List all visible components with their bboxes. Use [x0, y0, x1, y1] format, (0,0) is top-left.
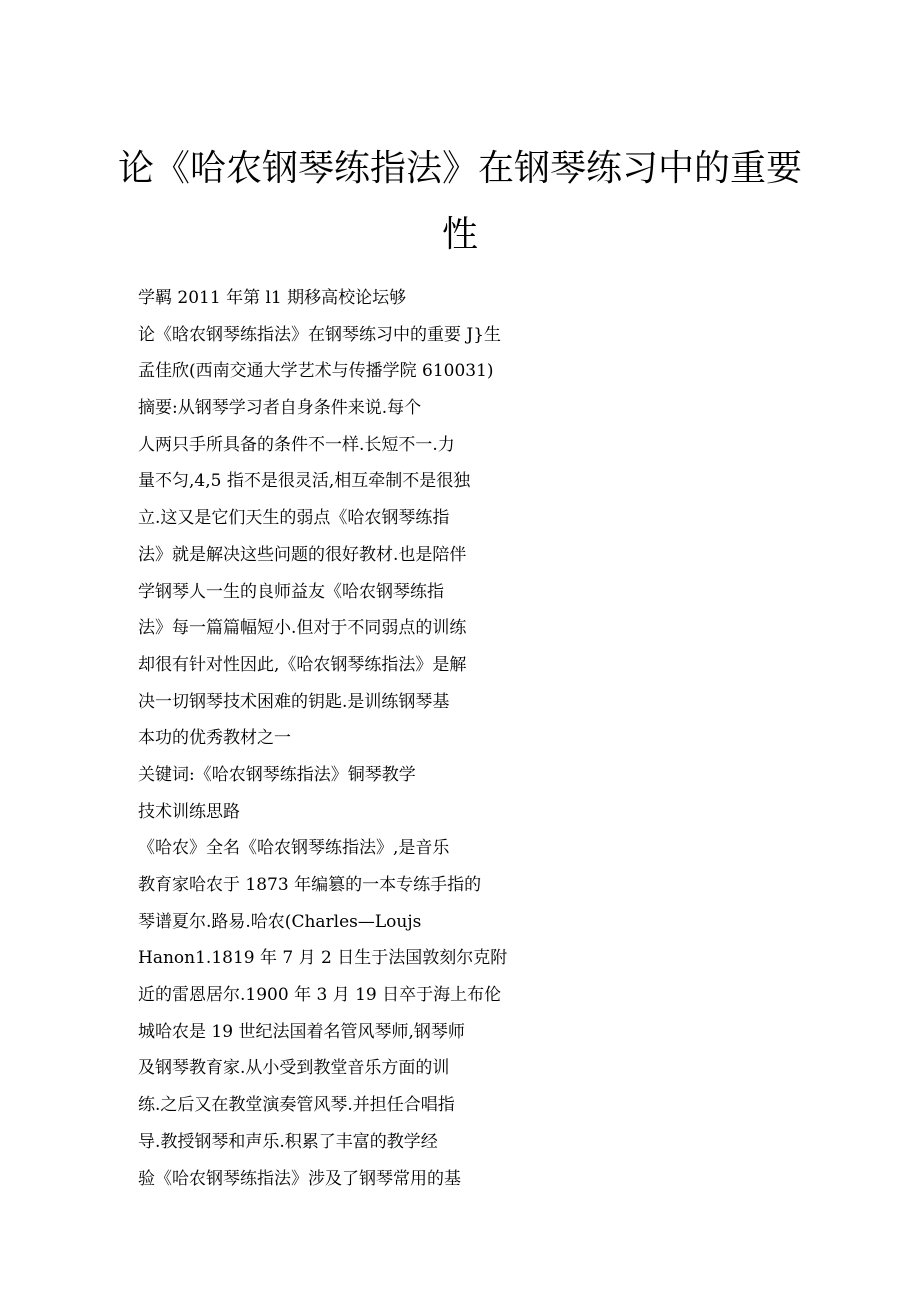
text-line: 琴谱夏尔.路易.哈农(Charles—Loujs [138, 911, 422, 932]
text-line: 量不匀,4,5 指不是很灵活,相互牵制不是很独 [138, 471, 471, 492]
body-text [138, 280, 838, 1197]
text-line: 导.教授钢琴和声乐.积累了丰富的教学经 [138, 1131, 438, 1152]
text-line: 论《晗农钢琴练指法》在钢琴练习中的重要 J}生 [138, 324, 502, 345]
title-line-1: 论《哈农钢琴练指法》在钢琴练习中的重要 [117, 148, 802, 189]
text-line: 关键词:《哈农钢琴练指法》铜琴教学 [138, 764, 416, 785]
text-line: 技术训练思路 [138, 801, 240, 822]
text-line: 学羁 2011 年第 l1 期移高校论坛够 [138, 288, 407, 308]
text-line: 城哈农是 19 世纪法国着名管风琴师,钢琴师 [138, 1021, 465, 1042]
text-line: 本功的优秀教材之一 [138, 728, 291, 749]
text-line: 验《哈农钢琴练指法》涉及了钢琴常用的基 [138, 1168, 461, 1189]
text-line: 却很有针对性因此,《哈农钢琴练指法》是解 [138, 654, 467, 675]
text-line: 及钢琴教育家.从小受到教堂音乐方面的训 [138, 1058, 450, 1079]
text-line: 人两只手所具备的条件不一样.长短不一.力 [138, 434, 455, 455]
text-line: 《哈农》全名《哈农钢琴练指法》,是音乐 [138, 838, 450, 859]
text-line: 孟佳欣(西南交通大学艺术与传播学院 610031) [138, 361, 494, 382]
text-line: 法》就是解决这些问题的很好教材.也是陪伴 [138, 544, 467, 565]
text-line: 摘要:从钢琴学习者自身条件来说.每个 [138, 398, 422, 419]
document-title [60, 136, 860, 268]
text-line: 近的雷恩居尔.1900 年 3 月 19 日卒于海上布伦 [138, 985, 502, 1006]
text-line: 决一切钢琴技术困难的钥匙.是训练钢琴基 [138, 691, 450, 712]
text-line: 法》每一篇篇幅短小.但对于不同弱点的训练 [138, 618, 467, 639]
text-line: 立.这又是它们天生的弱点《哈农钢琴练指 [138, 508, 450, 529]
text-line: 教育家哈农于 1873 年编篡的一本专练手指的 [138, 875, 482, 895]
text-line: Hanon1.1819 年 7 月 2 日生于法国敦刻尔克附 [138, 948, 508, 969]
title-line-2: 性 [441, 214, 478, 255]
text-line: 练.之后又在教堂演奏管风琴.并担任合唱指 [138, 1095, 455, 1116]
text-line: 学钢琴人一生的良师益友《哈农钢琴练指 [138, 581, 444, 602]
